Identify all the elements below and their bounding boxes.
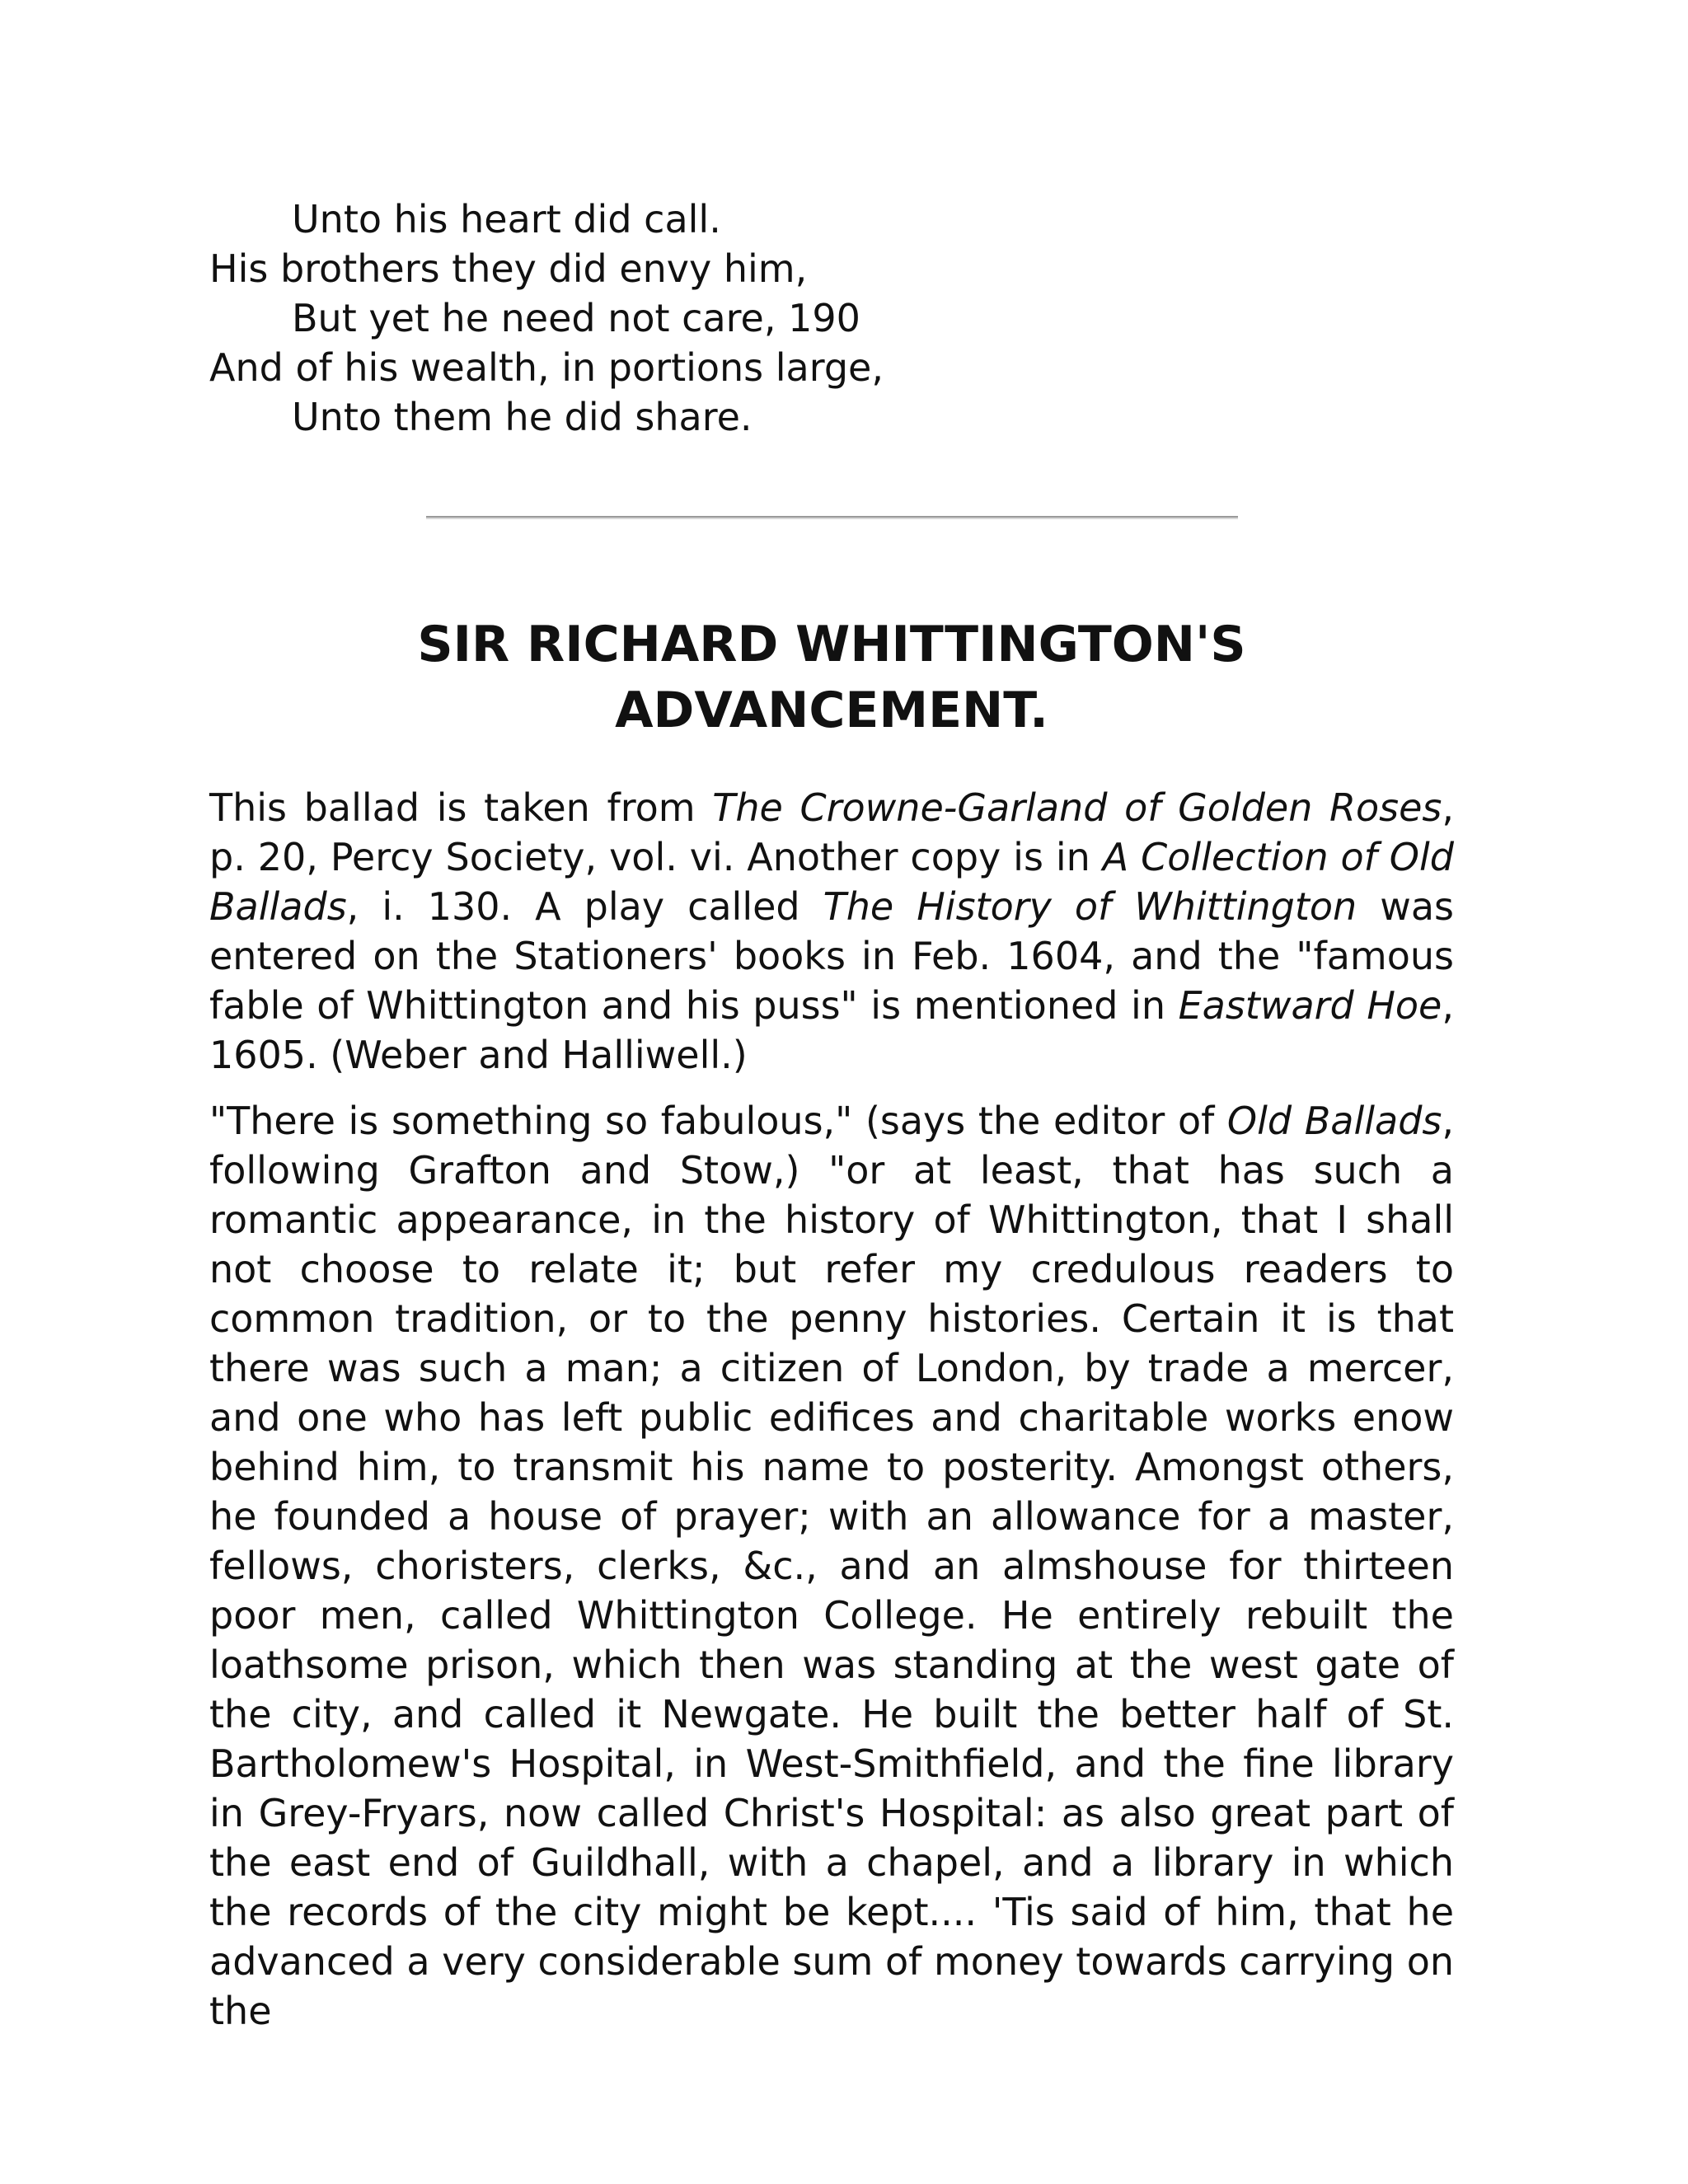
poem-line: Unto his heart did call. [292,197,721,241]
text-run: This ballad is taken from [209,785,713,830]
poem-line: His brothers they did envy him, [209,246,808,291]
poem-line: Unto them he did share. [292,395,753,439]
quote-paragraph [209,1096,1454,2036]
book-title: The History of Whittington [823,884,1357,929]
book-title: A Collection of Old Ballads [209,835,1454,929]
section-title-line: SIR RICHARD WHITTINGTON'S [417,616,1246,673]
poem-line: But yet he need not care, 190 [292,296,860,340]
intro-paragraph [209,783,1454,1080]
section-divider [426,516,1238,519]
poem-stanza [209,194,1454,442]
text-run: , i. 130. A play called [346,884,823,929]
book-title: The Crowne-Garland of Golden Roses [712,785,1442,830]
poem-line: And of his wealth, in portions large, [209,345,884,390]
text-run: , 1605. (Weber and Halliwell.) [209,983,1454,1077]
text-run: , following Grafton and Stow,) "or at least, that has such a romantic appearance, in the history of Whittington, that I shall not choose to relate it; but refer my credulous readers to common tradition, or to the penny histories. Certain it is that there was such a man; a citizen of London, by trade a mercer, and one who has left public edifices and charitable works enow behind him, to transmit his name to posterity. Amongst others, he founded a house of prayer; with an allowance for a master, fellows, choristers, clerks, &c., and an almshouse for thirteen poor men, called Whittington College. He entirely rebuilt the loathsome prison, which then was standing at the west gate of the city, and called it Newgate. He built the better half of St. Bartholomew's Hospital, in West-Smithfield, and the fine library in Grey-Fryars, now called Christ's Hospital: as also great part of the east end of Guildhall, with a chapel, and a library in which the records of the city might be kept.... 'Tis said of him, that he advanced a very considerable sum of money towards carrying on the [209,1099,1455,2033]
text-run: , p. 20, Percy Society, vol. vi. Another copy is in [209,785,1454,879]
section-title [209,612,1454,743]
section-title-line: ADVANCEMENT. [615,682,1048,739]
text-run: "There is something so fabulous," (says the editor of [209,1099,1227,1143]
text-run: was entered on the Stationers' books in Feb. 1604, and the "famous fable of Whittington and his puss" is mentioned in [209,884,1454,1028]
book-title: Eastward Hoe [1178,983,1442,1028]
page [209,194,1454,2036]
book-title: Old Ballads [1226,1099,1442,1143]
